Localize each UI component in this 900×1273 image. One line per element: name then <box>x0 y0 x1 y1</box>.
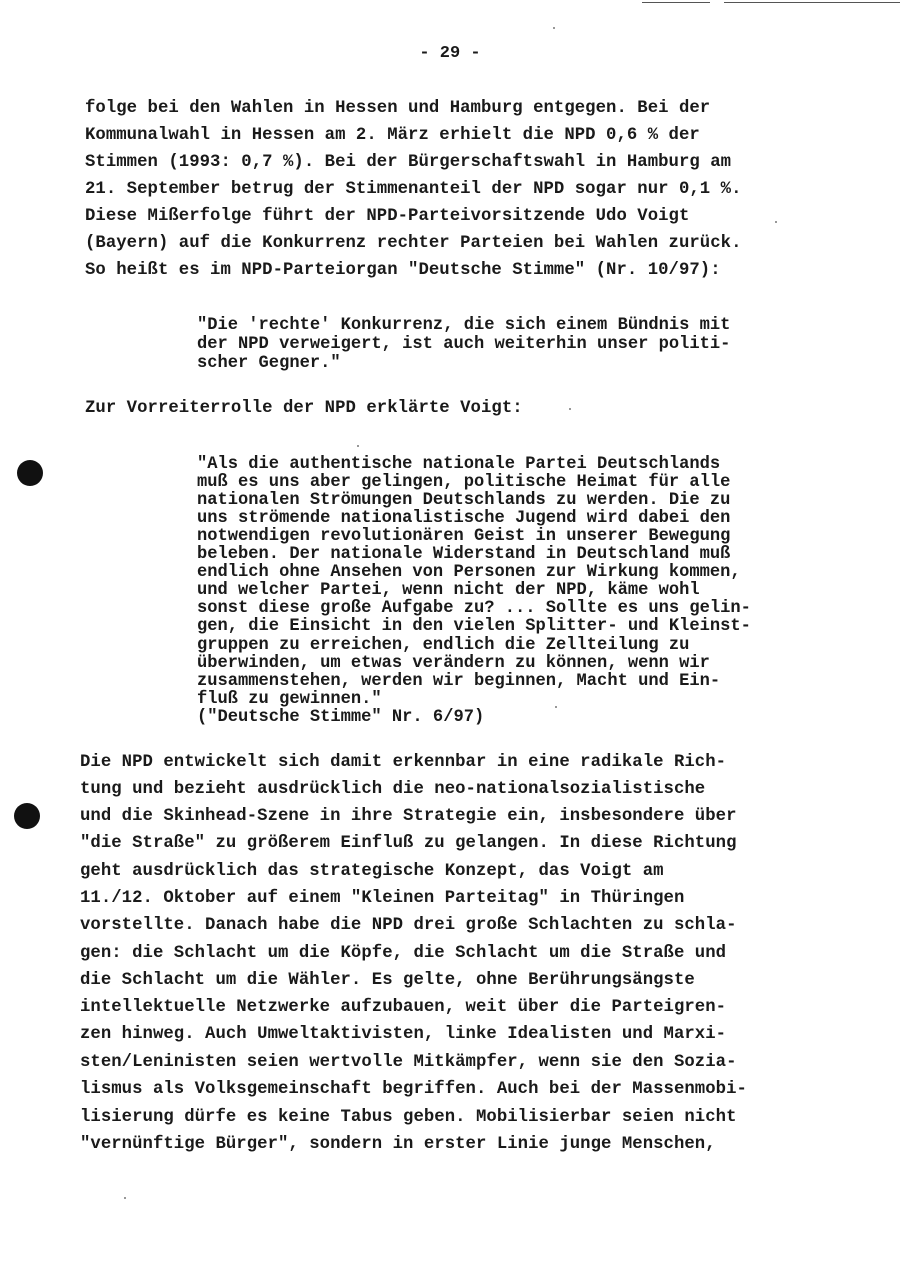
text-line: die Schlacht um die Wähler. Es gelte, ohne Berührungsängste <box>80 971 695 990</box>
text-line: zen hinweg. Auch Umweltaktivisten, linke Idealisten und Marxi- <box>80 1025 727 1044</box>
page-number: - 29 - <box>419 44 481 63</box>
text-line: 11./12. Oktober auf einem "Kleinen Parteitag" in Thüringen <box>80 889 685 908</box>
scan-edge-line <box>724 2 900 3</box>
quote-line: überwinden, um etwas verändern zu können, wenn wir <box>197 654 710 673</box>
scan-edge-line <box>642 2 710 3</box>
quote-line: endlich ohne Ansehen von Personen zur Wirkung kommen, <box>197 563 741 582</box>
text-line: Stimmen (1993: 0,7 %). Bei der Bürgerschaftswahl in Hamburg am <box>85 153 732 172</box>
quote-line: uns strömende nationalistische Jugend wird dabei den <box>197 509 731 528</box>
quote-line: "Als die authentische nationale Partei Deutschlands <box>197 455 721 474</box>
quote-line: der NPD verweigert, ist auch weiterhin unser politi- <box>197 335 731 354</box>
text-line: geht ausdrücklich das strategische Konzept, das Voigt am <box>80 862 664 881</box>
quote-citation: ("Deutsche Stimme" Nr. 6/97) <box>197 708 485 727</box>
quote-line: gruppen zu erreichen, endlich die Zellteilung zu <box>197 636 690 655</box>
text-line: lismus als Volksgemeinschaft begriffen. Auch bei der Massenmobi- <box>80 1080 747 1099</box>
text-line: "die Straße" zu größerem Einfluß zu gelangen. In diese Richtung <box>80 834 737 853</box>
quote-line: gen, die Einsicht in den vielen Splitter- und Kleinst- <box>197 617 751 636</box>
text-line: Diese Mißerfolge führt der NPD-Parteivorsitzende Udo Voigt <box>85 207 690 226</box>
text-line: intellektuelle Netzwerke aufzubauen, weit über die Parteigren- <box>80 998 727 1017</box>
text-line: So heißt es im NPD-Parteiorgan "Deutsche Stimme" (Nr. 10/97): <box>85 261 721 280</box>
quote-line: nationalen Strömungen Deutschlands zu werden. Die zu <box>197 491 731 510</box>
text-line: (Bayern) auf die Konkurrenz rechter Parteien bei Wahlen zurück. <box>85 234 742 253</box>
text-line: tung und bezieht ausdrücklich die neo-nationalsozialistische <box>80 780 706 799</box>
scan-speck <box>124 1197 126 1199</box>
quote-line: zusammenstehen, werden wir beginnen, Macht und Ein- <box>197 672 721 691</box>
text-line: und die Skinhead-Szene in ihre Strategie ein, insbesondere über <box>80 807 737 826</box>
quote-line: scher Gegner." <box>197 354 341 373</box>
quote-line: sonst diese große Aufgabe zu? ... Sollte es uns gelin- <box>197 599 751 618</box>
quote-line: muß es uns aber gelingen, politische Heimat für alle <box>197 473 731 492</box>
text-line: 21. September betrug der Stimmenanteil der NPD sogar nur 0,1 %. <box>85 180 742 199</box>
scan-speck <box>357 445 359 447</box>
quote-line: beleben. Der nationale Widerstand in Deutschland muß <box>197 545 731 564</box>
text-line: Kommunalwahl in Hessen am 2. März erhielt die NPD 0,6 % der <box>85 126 700 145</box>
text-line: Zur Vorreiterrolle der NPD erklärte Voigt: <box>85 399 523 418</box>
text-line: gen: die Schlacht um die Köpfe, die Schlacht um die Straße und <box>80 944 727 963</box>
quote-line: notwendigen revolutionären Geist in unserer Bewegung <box>197 527 731 546</box>
punch-hole-mark <box>14 803 40 829</box>
text-line: vorstellte. Danach habe die NPD drei große Schlachten zu schla- <box>80 916 737 935</box>
quote-line: und welcher Partei, wenn nicht der NPD, käme wohl <box>197 581 700 600</box>
text-line: sten/Leninisten seien wertvolle Mitkämpfer, wenn sie den Sozia- <box>80 1053 737 1072</box>
scan-speck <box>555 706 557 708</box>
text-line: Die NPD entwickelt sich damit erkennbar in eine radikale Rich- <box>80 753 727 772</box>
quote-line: fluß zu gewinnen." <box>197 690 382 709</box>
punch-hole-mark <box>17 460 43 486</box>
text-line: "vernünftige Bürger", sondern in erster Linie junge Menschen, <box>80 1135 716 1154</box>
text-line: lisierung dürfe es keine Tabus geben. Mobilisierbar seien nicht <box>80 1108 737 1127</box>
scan-speck <box>553 27 555 29</box>
scan-speck <box>775 221 777 223</box>
text-line: folge bei den Wahlen in Hessen und Hamburg entgegen. Bei der <box>85 99 711 118</box>
scan-speck <box>569 408 571 410</box>
quote-line: "Die 'rechte' Konkurrenz, die sich einem Bündnis mit <box>197 316 731 335</box>
